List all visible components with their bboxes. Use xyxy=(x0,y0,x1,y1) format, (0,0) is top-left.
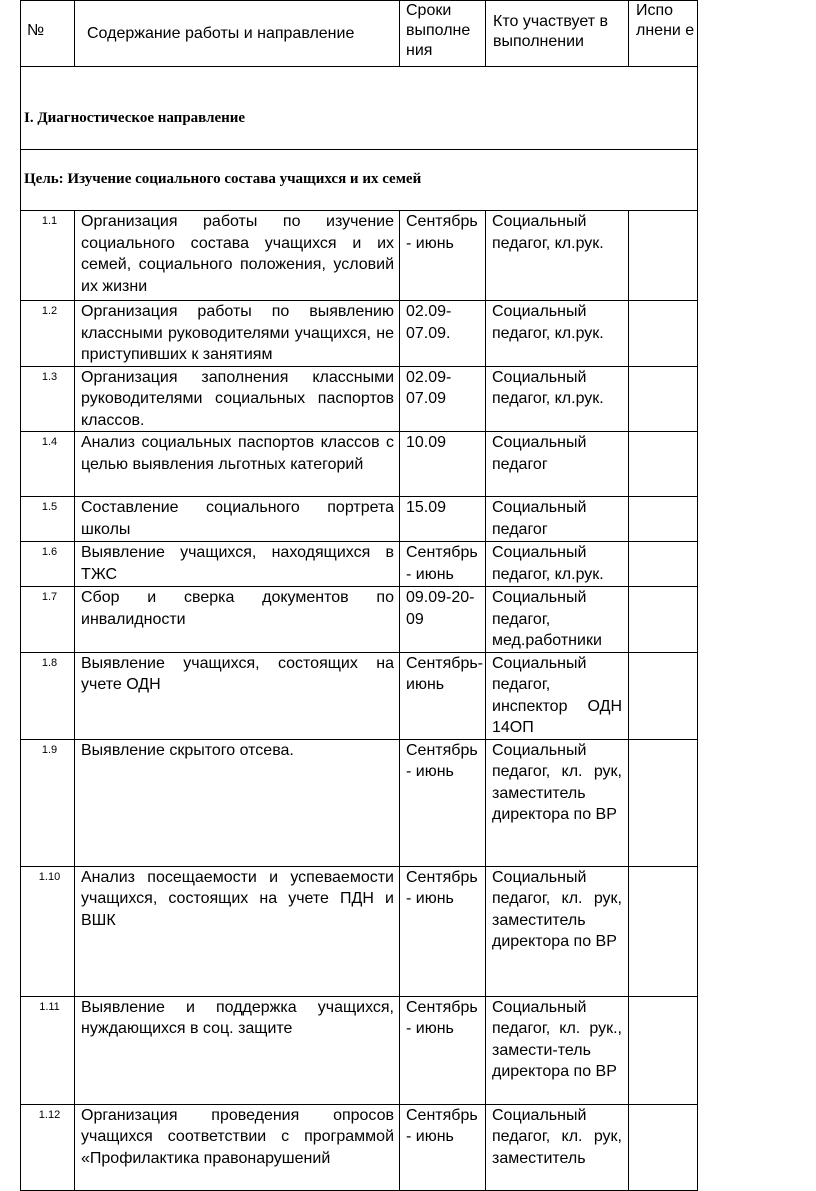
table-row xyxy=(21,497,698,542)
header-row xyxy=(21,1,698,67)
row-work: Выявление учащихся, находящихся в ТЖС xyxy=(75,542,400,587)
row-done xyxy=(629,542,698,587)
goal-row xyxy=(21,150,698,211)
row-work: Сбор и сверка документов по инвалидности xyxy=(75,587,400,653)
row-done xyxy=(629,866,698,996)
header-num: № xyxy=(21,1,75,67)
header-date: Сроки выполне ния xyxy=(400,1,486,67)
row-number: 1.8 xyxy=(21,652,75,739)
table-row xyxy=(21,542,698,587)
row-number: 1.4 xyxy=(21,432,75,497)
row-number: 1.9 xyxy=(21,739,75,866)
row-done xyxy=(629,211,698,301)
row-participants: Социальный педагог, кл. рук, заместитель xyxy=(486,1104,629,1190)
plan-table xyxy=(20,0,698,1191)
table-row xyxy=(21,652,698,739)
table-row xyxy=(21,432,698,497)
table-row xyxy=(21,1104,698,1190)
row-participants: Социальный педагог, мед.работники xyxy=(486,587,629,653)
row-work: Выявление скрытого отсева. xyxy=(75,739,400,866)
row-participants: Социальный педагог, кл.рук. xyxy=(486,542,629,587)
row-participants: Социальный педагог, кл.рук. xyxy=(486,366,629,432)
row-date: Сентябрь- июнь xyxy=(400,652,486,739)
row-number: 1.6 xyxy=(21,542,75,587)
row-work: Анализ посещаемости и успеваемости учащихся, состоящих на учете ПДН и ВШК xyxy=(75,866,400,996)
row-number: 1.11 xyxy=(21,996,75,1104)
table-row xyxy=(21,301,698,367)
row-done xyxy=(629,739,698,866)
row-done xyxy=(629,996,698,1104)
row-done xyxy=(629,1104,698,1190)
row-done xyxy=(629,497,698,542)
row-date: 09.09-20-09 xyxy=(400,587,486,653)
row-date: Сентябрь - июнь xyxy=(400,739,486,866)
row-work: Организация работы по выявлению классными руководителями учащихся, не приступивших к занятиям xyxy=(75,301,400,367)
row-participants: Социальный педагог, кл. рук, заместитель директора по ВР xyxy=(486,739,629,866)
row-work: Составление социального портрета школы xyxy=(75,497,400,542)
row-date: Сентябрь - июнь xyxy=(400,211,486,301)
row-done xyxy=(629,301,698,367)
goal-title: Цель: Изучение социального состава учащихся и их семей xyxy=(21,150,698,211)
row-date: Сентябрь - июнь xyxy=(400,542,486,587)
row-work: Выявление и поддержка учащихся, нуждающихся в соц. защите xyxy=(75,996,400,1104)
row-number: 1.7 xyxy=(21,587,75,653)
header-work: Содержание работы и направление xyxy=(75,1,400,67)
section-title: I. Диагностическое направление xyxy=(21,67,698,150)
row-participants: Социальный педагог, кл.рук. xyxy=(486,211,629,301)
row-work: Организация работы по изучение социального состава учащихся и их семей, социального положения, условий их жизни xyxy=(75,211,400,301)
row-participants: Социальный педагог, кл.рук. xyxy=(486,301,629,367)
table-row xyxy=(21,996,698,1104)
row-done xyxy=(629,587,698,653)
row-number: 1.3 xyxy=(21,366,75,432)
row-date: 02.09-07.09 xyxy=(400,366,486,432)
table-row xyxy=(21,211,698,301)
row-number: 1.12 xyxy=(21,1104,75,1190)
row-date: Сентябрь - июнь xyxy=(400,996,486,1104)
row-date: 15.09 xyxy=(400,497,486,542)
row-date: 02.09-07.09. xyxy=(400,301,486,367)
table-row xyxy=(21,739,698,866)
row-work: Анализ социальных паспортов классов с целью выявления льготных категорий xyxy=(75,432,400,497)
row-number: 1.2 xyxy=(21,301,75,367)
row-number: 1.1 xyxy=(21,211,75,301)
header-who: Кто участвует в выполнении xyxy=(486,1,629,67)
row-work: Выявление учащихся, состоящих на учете ОДН xyxy=(75,652,400,739)
row-participants: Социальный педагог, инспектор ОДН 14ОП xyxy=(486,652,629,739)
section-row xyxy=(21,67,698,150)
table-row xyxy=(21,587,698,653)
row-number: 1.5 xyxy=(21,497,75,542)
row-date: Сентябрь - июнь xyxy=(400,866,486,996)
row-participants: Социальный педагог, кл. рук, заместитель директора по ВР xyxy=(486,866,629,996)
row-date: 10.09 xyxy=(400,432,486,497)
row-date: Сентябрь - июнь xyxy=(400,1104,486,1190)
row-number: 1.10 xyxy=(21,866,75,996)
row-participants: Социальный педагог xyxy=(486,432,629,497)
table-row xyxy=(21,866,698,996)
table-row xyxy=(21,366,698,432)
row-done xyxy=(629,652,698,739)
row-work: Организация проведения опросов учащихся соответствии с программой «Профилактика правонарушений xyxy=(75,1104,400,1190)
row-participants: Социальный педагог, кл. рук., замести-тель директора по ВР xyxy=(486,996,629,1104)
header-done: Испо лнени е xyxy=(629,1,698,67)
row-work: Организация заполнения классными руководителями социальных паспортов классов. xyxy=(75,366,400,432)
row-done xyxy=(629,432,698,497)
row-participants: Социальный педагог xyxy=(486,497,629,542)
row-done xyxy=(629,366,698,432)
